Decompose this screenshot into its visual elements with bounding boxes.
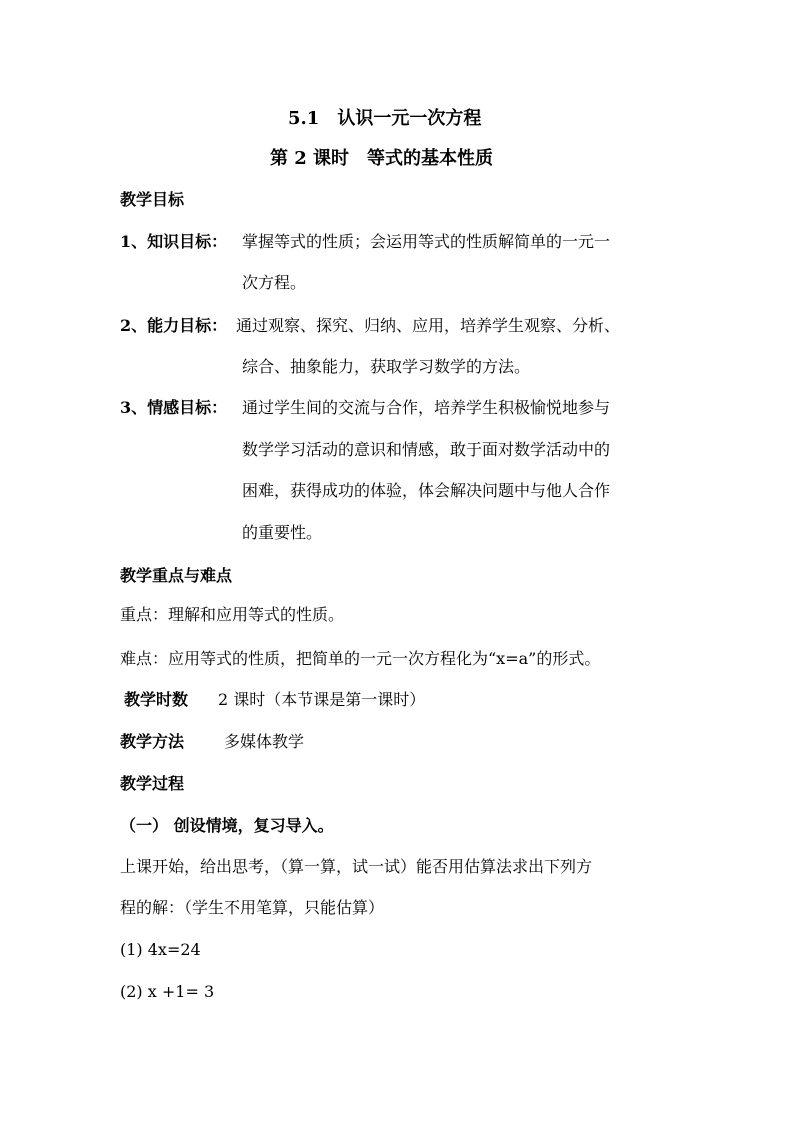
lesson-title: 5.1 认识一元一次方程 bbox=[288, 108, 482, 129]
key-focus-text: 重点：理解和应用等式的性质。 bbox=[120, 605, 345, 624]
lesson-subtitle: 第 2 课时 等式的基本性质 bbox=[270, 148, 494, 169]
goal-label-emotion: 3、情感目标： bbox=[120, 398, 228, 417]
goal-text-knowledge-line1: 掌握等式的性质；会运用等式的性质解简单的一元一 bbox=[242, 232, 611, 251]
process-intro-line2: 程的解：（学生不用笔算，只能估算） bbox=[120, 898, 385, 917]
process-intro-line1: 上课开始，给出思考，（算一算，试一试）能否用估算法求出下列方 bbox=[120, 857, 593, 876]
key-points-heading: 教学重点与难点 bbox=[120, 566, 233, 585]
goal-text-emotion-line2: 数学学习活动的意识和情感，敢于面对数学活动中的 bbox=[242, 440, 611, 459]
goal-text-emotion-line3: 困难，获得成功的体验，体会解决问题中与他人合作 bbox=[242, 481, 611, 500]
goal-text-knowledge-line2: 次方程。 bbox=[242, 273, 307, 292]
process-section-title: （一） 创设情境，复习导入。 bbox=[120, 816, 334, 835]
goal-text-emotion-line1: 通过学生间的交流与合作，培养学生积极愉悦地参与 bbox=[242, 398, 611, 417]
goals-heading: 教学目标 bbox=[120, 190, 185, 209]
equation-2: (2) x +1= 3 bbox=[120, 982, 215, 1001]
hours-value: 2 课时（本节课是第一课时） bbox=[218, 690, 426, 709]
goal-label-knowledge: 1、知识目标： bbox=[120, 232, 228, 251]
key-difficulty-text: 难点：应用等式的性质，把简单的一元一次方程化为“x=a”的形式。 bbox=[120, 649, 601, 668]
method-label: 教学方法 bbox=[120, 732, 185, 751]
hours-label: 教学时数 bbox=[124, 690, 189, 709]
goal-text-emotion-line4: 的重要性。 bbox=[242, 523, 323, 542]
goal-text-ability-line1: 通过观察、探究、归纳、应用，培养学生观察、分析、 bbox=[236, 316, 621, 335]
method-value: 多媒体教学 bbox=[224, 732, 305, 751]
equation-1: (1) 4x=24 bbox=[120, 940, 201, 959]
goal-text-ability-line2: 综合、抽象能力，获取学习数学的方法。 bbox=[242, 357, 531, 376]
goal-label-ability: 2、能力目标： bbox=[120, 316, 228, 335]
process-heading: 教学过程 bbox=[120, 774, 185, 793]
